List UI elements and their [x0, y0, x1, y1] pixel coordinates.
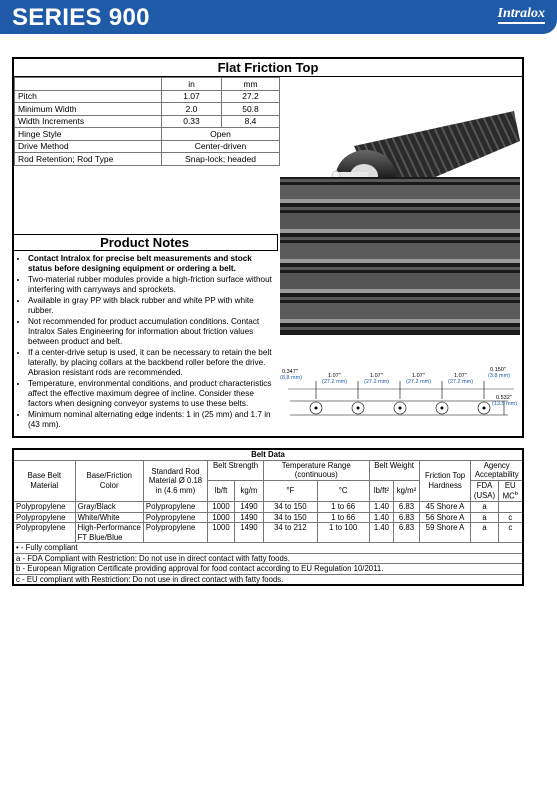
- header-agency: Agency Acceptability: [471, 460, 523, 480]
- table-row: Polypropylene White/White Polypropylene 1000 1490 34 to 150 1 to 66 1.40 6.83 56 Shore A a c: [13, 512, 523, 523]
- dim-label: 1.07": [370, 373, 383, 379]
- header-color: Base/Friction Color: [75, 460, 143, 502]
- dim-label: (27.2 mm): [364, 379, 390, 385]
- note-item: • Minimum nominal alternating edge indents: 1 in (25 mm) and 1.7 in (43 mm).: [28, 410, 276, 430]
- series-title: SERIES 900: [12, 4, 150, 31]
- spec-col-in: in: [162, 78, 222, 91]
- notes-title: Product Notes: [12, 234, 278, 251]
- page-header: [0, 0, 557, 34]
- header-strength: Belt Strength: [208, 460, 264, 480]
- footnote: c - EU compliant with Restriction: Do not use in direct contact with fatty foods.: [13, 574, 523, 585]
- dim-label: 0.532": [496, 395, 512, 401]
- header-temperature: Temperature Range (continuous): [263, 460, 369, 480]
- spec-table: [14, 77, 280, 166]
- footnote: b - European Migration Certificate providing approval for food contact according to EU Regulation 10/2011.: [13, 564, 523, 575]
- dim-label: (27.2 mm): [322, 379, 348, 385]
- note-item: • Available in gray PP with black rubber and white PP with white rubber.: [28, 296, 276, 316]
- dim-label: (27.2 mm): [448, 379, 474, 385]
- dim-label: (13.5 mm): [492, 401, 518, 407]
- product-title: Flat Friction Top: [14, 59, 522, 77]
- dim-label: (8.8 mm): [280, 375, 302, 381]
- dim-label: 0.347": [282, 369, 298, 375]
- spec-row: Drive Method Center-driven: [15, 140, 280, 153]
- belt-data-title: Belt Data: [13, 449, 523, 460]
- spec-row: Hinge Style Open: [15, 128, 280, 141]
- dim-label: 1.07": [454, 373, 467, 379]
- belt-roll-photo: [284, 79, 522, 233]
- table-row: Polypropylene High-Performance FT Blue/Blue Polypropylene 1000 1490 34 to 212 1 to 100 1.40 6.83 59 Shore A a c: [13, 523, 523, 543]
- intralox-logo: Intralox: [498, 6, 545, 24]
- dim-label: 1.07": [412, 373, 425, 379]
- spec-row: Rod Retention; Rod Type Snap-lock; headed: [15, 153, 280, 166]
- header-hardness: Friction Top Hardness: [419, 460, 471, 502]
- note-item: • Contact Intralox for precise belt measurements and stock status before designing equipment or ordering a belt.: [28, 254, 276, 274]
- dim-label: (3.8 mm): [488, 373, 510, 379]
- spec-row: Minimum Width 2.0 50.8: [15, 103, 280, 116]
- header-base-material: Base Belt Material: [13, 460, 75, 502]
- belt-data-table: Belt Data Base Belt Material Base/Friction Color Standard Rod Material Ø 0.18 in (4.6 mm) Belt Strength Temperature Range (continuous) Belt Weight Friction Top Hardness Agency Acceptability lb/ft kg/m °F °C lb/ft² kg/m² FDA (USA) EU $MC^b$ Polypropylene Gray/Black Polypropylene 1000 1490 34 to 150 1 to 66 1.40 6.83 45 Shore A a Polypropylene White/White Polypropylene 1000 1490 34 to 150 1 to 66 1.40 6.83 56 Shore A a c Polypropylene High-Performance FT Blue/Blue Polypropylene 1000 1490 34 to 212 1 to 100 1.40 6.83 59 Shore A a c • - Fully compliant a - FDA Compliant with Restriction: Do not use in direct contact with fatty foods. b - European Migration Certificate providing approval for food contact according to EU Regulation 10/2011. c - EU compliant with Restriction: Do not use in direct contact with fatty foods.: [12, 448, 524, 586]
- note-item: • Two-material rubber modules provide a high-friction surface without interfering with carryways and sprockets.: [28, 275, 276, 295]
- dim-label: 1.07": [328, 373, 341, 379]
- note-item: • If a center-drive setup is used, it can be necessary to retain the belt laterally, by placing collars at the backbend roller before the drive. Abrasion resistant rods are recommended.: [28, 348, 276, 379]
- dim-label: (27.2 mm): [406, 379, 432, 385]
- table-row: Polypropylene Gray/Black Polypropylene 1000 1490 34 to 150 1 to 66 1.40 6.83 45 Shore A a: [13, 502, 523, 513]
- header-rod: Standard Rod Material Ø 0.18 in (4.6 mm): [143, 460, 207, 502]
- product-panel: [12, 57, 524, 438]
- footnote: • - Fully compliant: [13, 543, 523, 554]
- note-item: • Not recommended for product accumulation conditions. Contact Intralox Sales Engineering for information about friction values between product and belt.: [28, 317, 276, 348]
- spec-row: Width Increments 0.33 8.4: [15, 115, 280, 128]
- spec-row: Pitch 1.07 27.2: [15, 90, 280, 103]
- note-item: • Temperature, environmental conditions, and product characteristics affect the effective maximum degree of incline. Consider these factors when designing conveyor systems to use these belts.: [28, 379, 276, 410]
- dim-label: 0.150": [490, 367, 506, 373]
- footnote: a - FDA Compliant with Restriction: Do not use in direct contact with fatty foods.: [13, 553, 523, 564]
- spec-col-mm: mm: [222, 78, 280, 91]
- header-weight: Belt Weight: [369, 460, 419, 480]
